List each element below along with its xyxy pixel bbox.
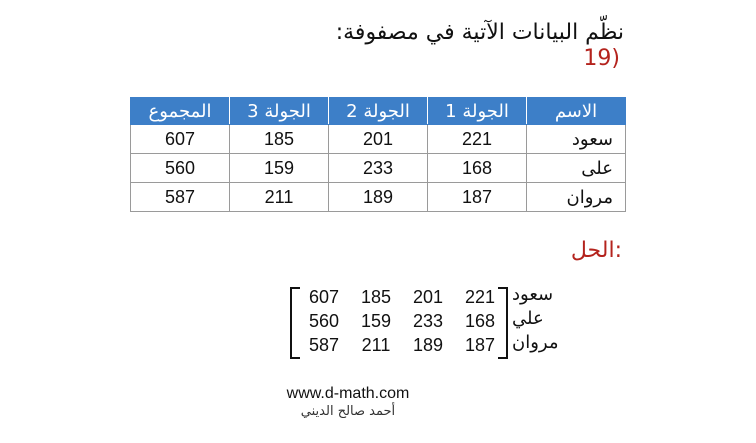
table-cell: 168 <box>428 154 527 183</box>
matrix-row <box>302 335 496 359</box>
header-name: الاسم <box>527 98 626 125</box>
table-cell: 187 <box>428 183 527 212</box>
matrix-cell: 560 <box>308 311 340 331</box>
table-cell: 159 <box>230 154 329 183</box>
table-header-row <box>131 98 626 125</box>
table-cell-total: 607 <box>131 125 230 154</box>
matrix-cell: 201 <box>412 287 444 307</box>
table-cell-name: سعود <box>527 125 626 154</box>
table-cell: 221 <box>428 125 527 154</box>
table-cell-total: 560 <box>131 154 230 183</box>
header-round-2: الجولة 2 <box>329 98 428 125</box>
matrix-cell: 168 <box>464 311 496 331</box>
table-cell-name: مروان <box>527 183 626 212</box>
matrix-cell: 211 <box>361 335 391 355</box>
matrix-row <box>302 287 496 311</box>
matrix-cell: 221 <box>464 287 496 307</box>
author-name: أحمد صالح الديني <box>300 404 396 419</box>
matrix-cell: 233 <box>412 311 444 331</box>
matrix-cell: 607 <box>308 287 340 307</box>
table-row <box>131 154 626 183</box>
table-cell-total: 587 <box>131 183 230 212</box>
matrix-cell: 189 <box>412 335 444 355</box>
header-total: المجموع <box>131 98 230 125</box>
matrix <box>290 285 508 357</box>
table-cell: 189 <box>329 183 428 212</box>
question-number: 19) <box>583 46 620 71</box>
table-row <box>131 183 626 212</box>
header-round-1: الجولة 1 <box>428 98 527 125</box>
matrix-cell: 159 <box>360 311 392 331</box>
matrix-row <box>302 311 496 335</box>
table-cell-name: على <box>527 154 626 183</box>
problem-instruction: نظّم البيانات الآتية في مصفوفة: <box>335 20 624 45</box>
matrix-row-label: مروان <box>512 332 559 353</box>
matrix-cell: 187 <box>464 335 496 355</box>
matrix-row-label: سعود <box>512 284 554 305</box>
table-row <box>131 125 626 154</box>
solution-label: الحل: <box>570 238 622 263</box>
table-cell: 211 <box>230 183 329 212</box>
site-url: www.d-math.com <box>286 385 410 402</box>
table-cell: 201 <box>329 125 428 154</box>
matrix-row-label: علي <box>512 308 544 329</box>
table-cell: 185 <box>230 125 329 154</box>
header-round-3: الجولة 3 <box>230 98 329 125</box>
matrix-row-labels <box>512 283 559 355</box>
data-table <box>130 97 626 212</box>
table-cell: 233 <box>329 154 428 183</box>
matrix-left-bracket <box>290 287 300 359</box>
matrix-cell: 185 <box>360 287 392 307</box>
matrix-cell: 587 <box>308 335 340 355</box>
